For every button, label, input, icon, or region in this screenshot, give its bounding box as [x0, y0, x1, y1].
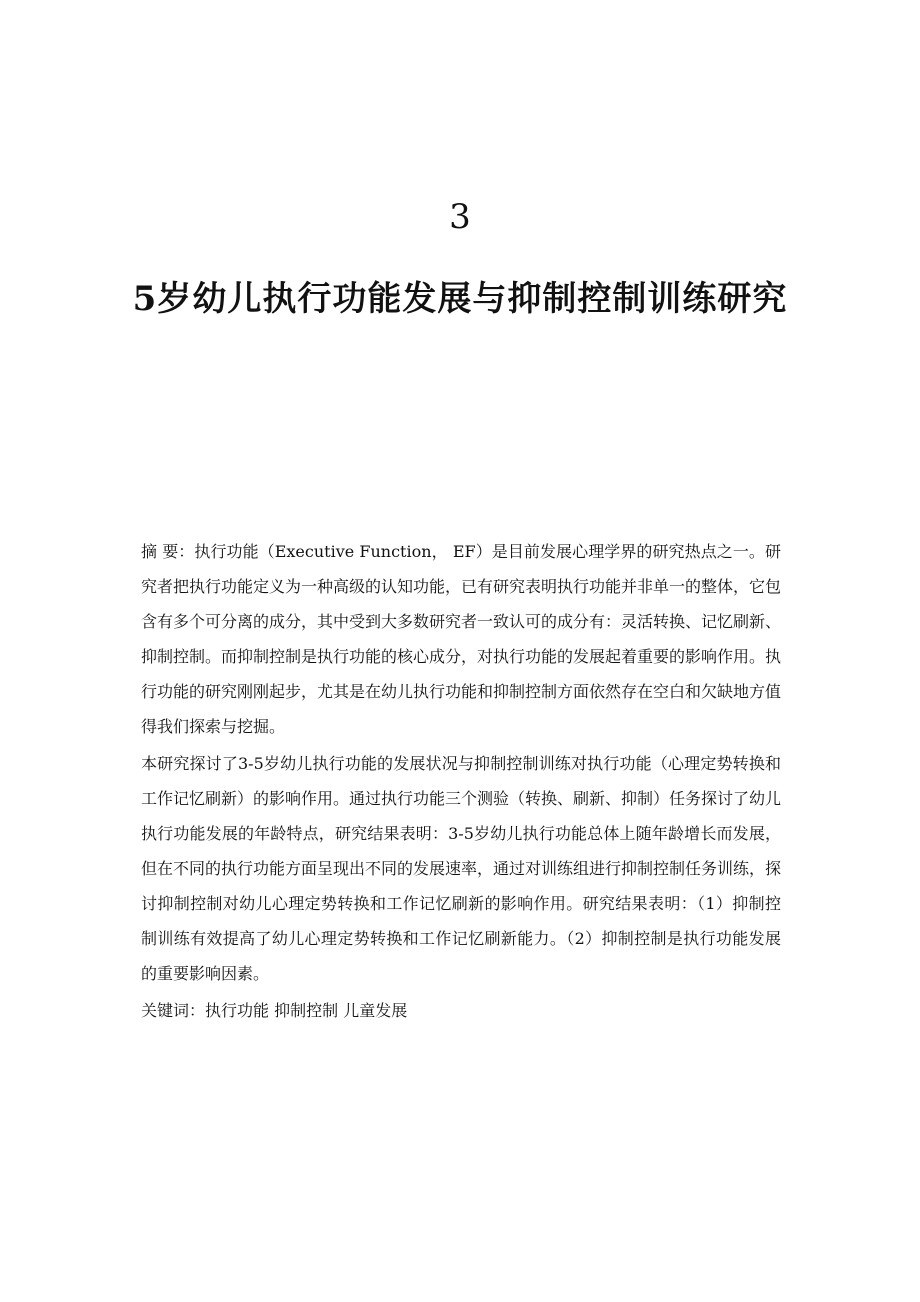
- document-body: [141, 534, 781, 1030]
- abstract-text: 执行功能（Executive Function， EF）是目前发展心理学界的研究热点之一。研究者把执行功能定义为一种高级的认知功能，已有研究表明执行功能并非单一的整体，它包含有多个可分离的成分，其中受到大多数研究者一致认可的成分有：灵活转换、记忆刷新、抑制控制。而抑制控制是执行功能的核心成分，对执行功能的发展起着重要的影响作用。执行功能的研究刚刚起步，尤其是在幼儿执行功能和抑制控制方面依然存在空白和欠缺地方值得我们探索与挖掘。: [141, 542, 782, 736]
- keywords-text: 执行功能 抑制控制 儿童发展: [205, 1001, 408, 1020]
- study-paragraph: 本研究探讨了3-5岁幼儿执行功能的发展状况与抑制控制训练对执行功能（心理定势转换和工作记忆刷新）的影响作用。通过执行功能三个测验（转换、刷新、抑制）任务探讨了幼儿执行功能发展的年龄特点，研究结果表明：3-5岁幼儿执行功能总体上随年龄增长而发展，但在不同的执行功能方面呈现出不同的发展速率，通过对训练组进行抑制控制任务训练，探讨抑制控制对幼儿心理定势转换和工作记忆刷新的影响作用。研究结果表明：（1）抑制控制训练有效提高了幼儿心理定势转换和工作记忆刷新能力。（2）抑制控制是执行功能发展的重要影响因素。: [141, 754, 782, 983]
- keywords-paragraph: [141, 993, 781, 1028]
- abstract-paragraph: [141, 534, 781, 744]
- keywords-label: 关键词：: [141, 1001, 206, 1020]
- paper-title: 5岁幼儿执行功能发展与抑制控制训练研究: [132, 279, 788, 319]
- abstract-label: 摘 要：: [141, 542, 195, 561]
- title-number: 3: [449, 197, 471, 237]
